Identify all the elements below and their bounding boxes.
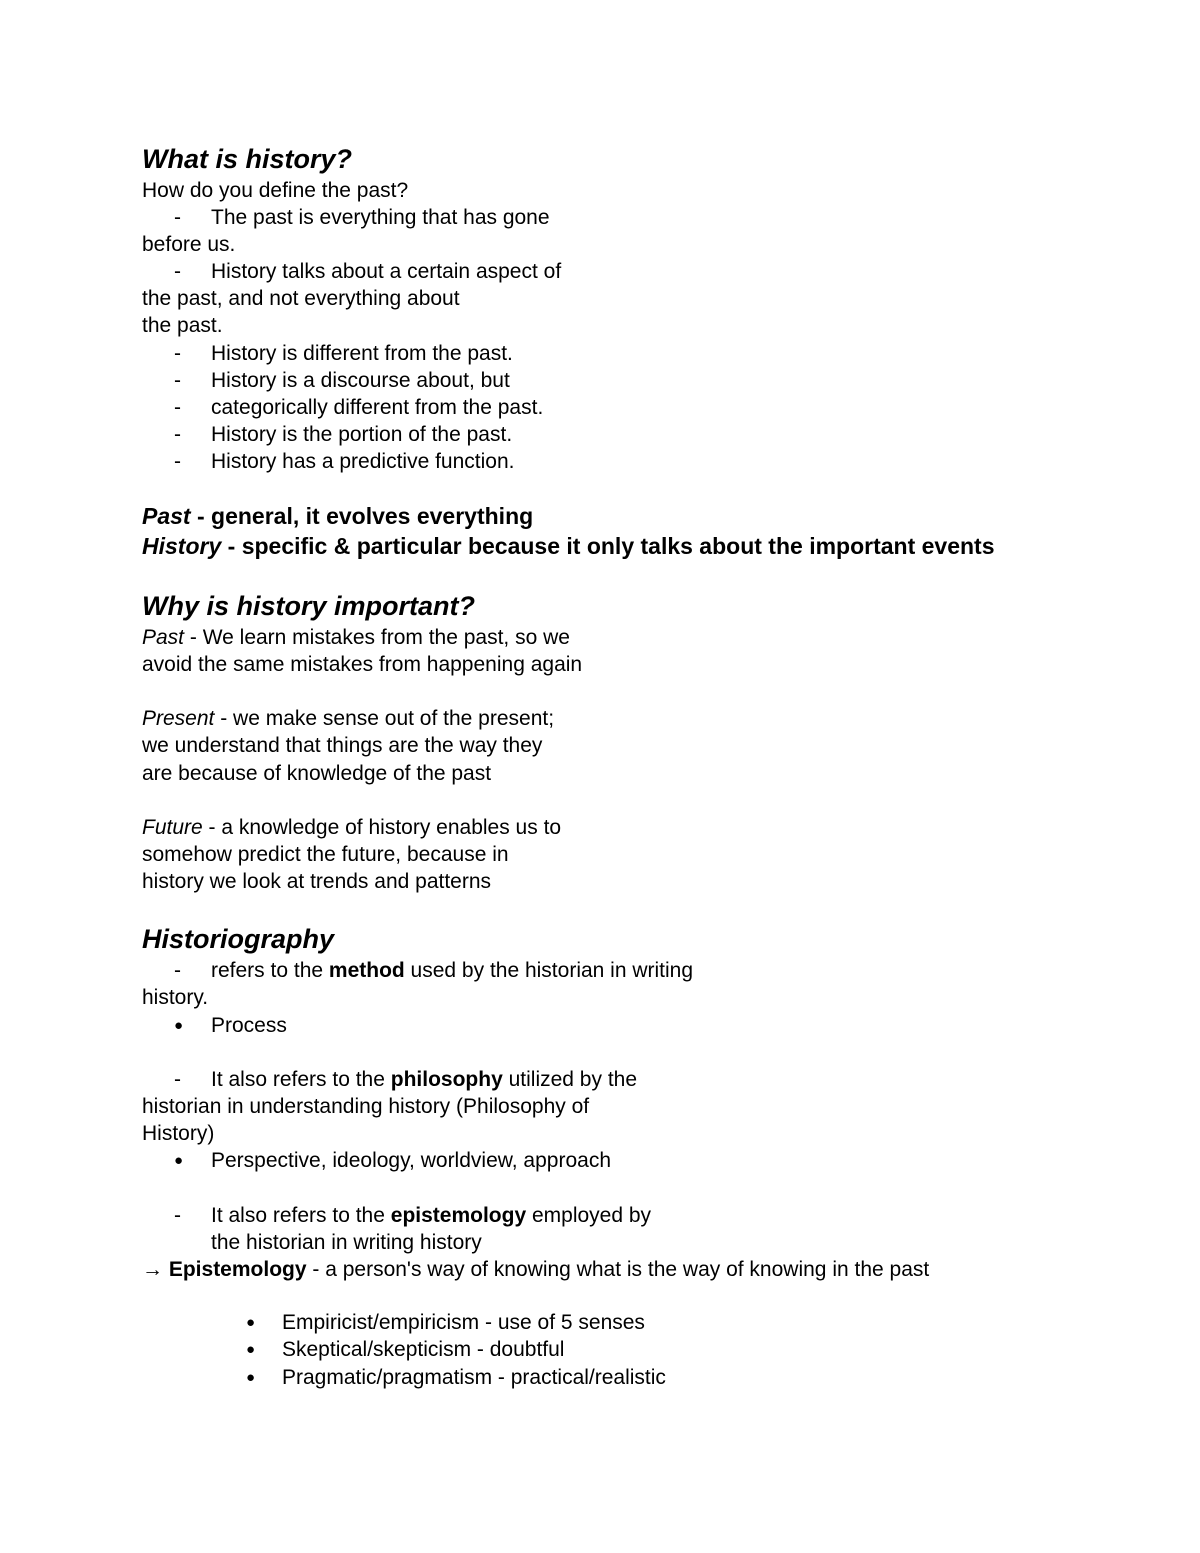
text-span: used by the historian in writing <box>404 959 694 982</box>
definition-past-text: - general, it evolves everything <box>190 503 534 529</box>
bullet-icon: ● <box>174 1152 184 1169</box>
importance-future-continued: somehow predict the future, because in <box>142 843 509 866</box>
text-span: It also refers to the <box>211 1204 391 1227</box>
importance-present-continued: we understand that things are the way they <box>142 734 543 757</box>
bullet-item: Empiricist/empiricism - use of 5 senses <box>282 1311 645 1334</box>
dash-marker: - <box>174 342 181 365</box>
term-epistemology: epistemology <box>390 1204 527 1227</box>
term-history: History <box>142 533 222 559</box>
importance-future-continued: history we look at trends and patterns <box>142 870 492 893</box>
list-item: The past is everything that has gone <box>211 206 550 229</box>
list-item: History is different from the past. <box>211 342 513 365</box>
dash-marker: - <box>174 450 181 473</box>
list-item <box>211 957 693 984</box>
question-define-past: How do you define the past? <box>142 179 409 202</box>
importance-present <box>142 705 554 732</box>
dash-marker: - <box>174 1068 181 1091</box>
importance-past-text: - We learn mistakes from the past, so we <box>184 626 570 649</box>
importance-past-continued: avoid the same mistakes from happening again <box>142 653 583 676</box>
heading-historiography: Historiography <box>142 924 335 954</box>
importance-future-text: - a knowledge of history enables us to <box>202 816 562 839</box>
list-item-continued: the historian in writing history <box>211 1231 482 1254</box>
dash-marker: - <box>174 206 181 229</box>
list-item-continued: the past, and not everything about <box>142 287 460 310</box>
list-item <box>211 1202 651 1229</box>
bullet-icon: ● <box>246 1314 256 1331</box>
importance-future <box>142 814 561 841</box>
term-past: Past <box>142 503 191 529</box>
list-item: categorically different from the past. <box>211 396 544 419</box>
bullet-icon: ● <box>246 1369 256 1386</box>
definition-history-text: - specific & particular because it only talks about the important events <box>221 533 995 559</box>
list-item-continued: before us. <box>142 233 236 256</box>
arrow-icon: → <box>142 1258 163 1281</box>
bullet-icon: ● <box>174 1017 184 1034</box>
term-philosophy: philosophy <box>390 1068 503 1091</box>
list-item <box>211 1066 637 1093</box>
term-method: method <box>328 959 405 982</box>
heading-what-is-history: What is history? <box>142 144 353 174</box>
list-item: History has a predictive function. <box>211 450 515 473</box>
text-span: utilized by the <box>502 1068 638 1091</box>
bullet-item: Perspective, ideology, worldview, approach <box>211 1149 611 1172</box>
term-future: Future <box>142 816 203 839</box>
dash-marker: - <box>174 369 181 392</box>
term-present: Present <box>142 707 215 730</box>
list-item-continued: History) <box>142 1122 215 1145</box>
list-item-continued: the past. <box>142 314 223 337</box>
list-item-continued: historian in understanding history (Philosophy of <box>142 1095 590 1118</box>
bullet-item: Pragmatic/pragmatism - practical/realistic <box>282 1366 666 1389</box>
bullet-item: Skeptical/skepticism - doubtful <box>282 1338 565 1361</box>
bullet-icon: ● <box>246 1341 256 1358</box>
epistemology-definition-text: - a person's way of knowing what is the way of knowing in the past <box>306 1258 930 1281</box>
list-item: History is a discourse about, but <box>211 369 510 392</box>
bullet-item: Process <box>211 1014 287 1037</box>
epistemology-definition <box>142 1256 929 1283</box>
importance-past <box>142 624 570 651</box>
dash-marker: - <box>174 1204 181 1227</box>
importance-present-text: - we make sense out of the present; <box>214 707 555 730</box>
list-item: History is the portion of the past. <box>211 423 513 446</box>
dash-marker: - <box>174 260 181 283</box>
text-span: refers to the <box>211 959 329 982</box>
list-item-continued: history. <box>142 986 209 1009</box>
text-span: employed by <box>526 1204 652 1227</box>
term-past: Past <box>142 626 185 649</box>
dash-marker: - <box>174 423 181 446</box>
definition-past <box>142 501 533 531</box>
definition-history <box>142 531 995 561</box>
importance-present-continued: are because of knowledge of the past <box>142 762 492 785</box>
text-span: It also refers to the <box>211 1068 391 1091</box>
dash-marker: - <box>174 959 181 982</box>
term-epistemology-def: Epistemology <box>168 1258 307 1281</box>
heading-why-important: Why is history important? <box>142 591 476 621</box>
list-item: History talks about a certain aspect of <box>211 260 562 283</box>
dash-marker: - <box>174 396 181 419</box>
